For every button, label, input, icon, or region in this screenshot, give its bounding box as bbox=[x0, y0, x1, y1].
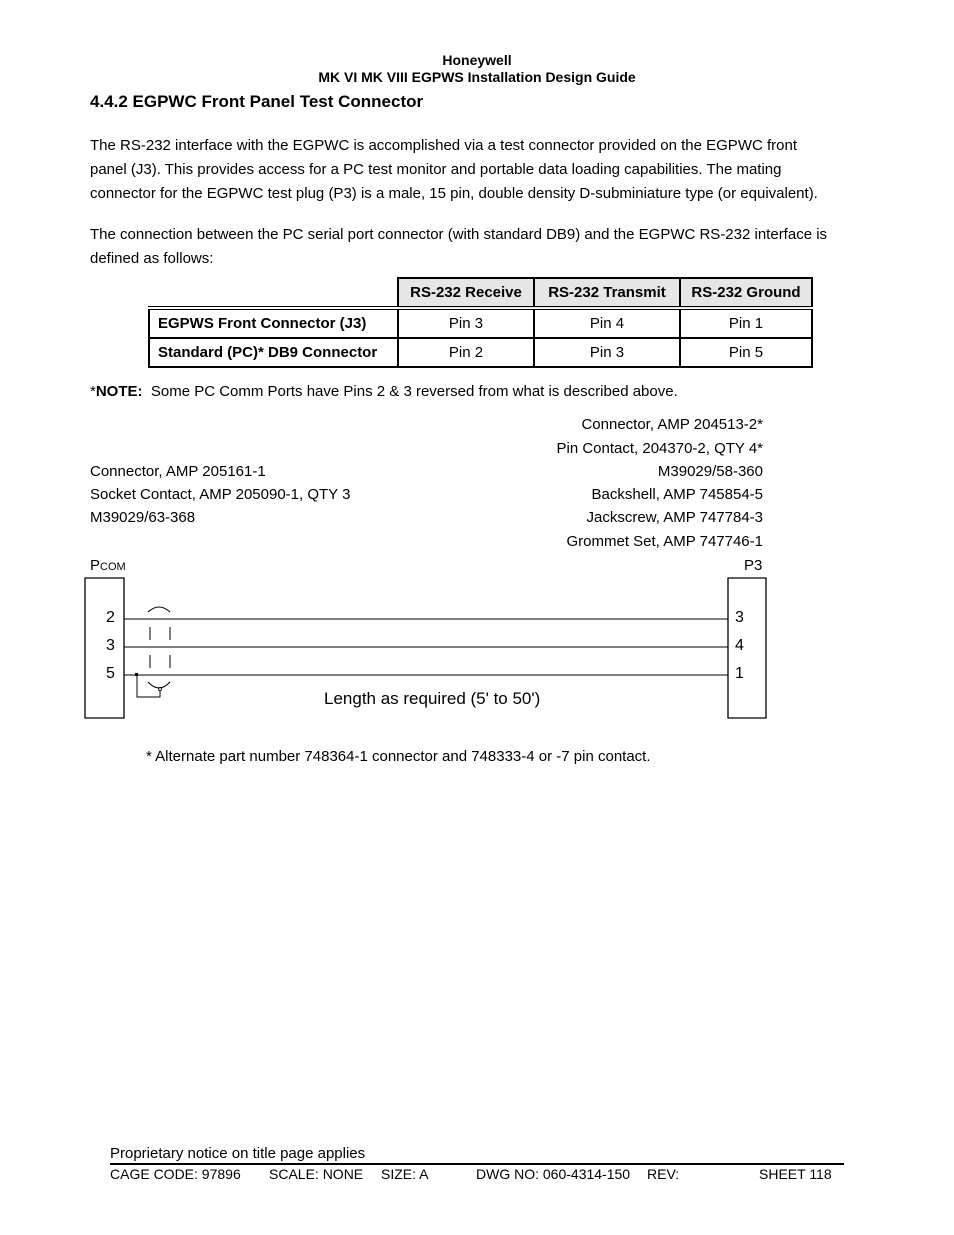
p3-pin-number: 3 bbox=[735, 609, 744, 626]
table-cell: Pin 2 bbox=[398, 338, 534, 367]
footer-sheet: SHEET 118 bbox=[759, 1166, 832, 1182]
part-spec-right: M39029/58-360 bbox=[657, 463, 763, 480]
paragraph-1 bbox=[90, 134, 865, 206]
paragraph-line: connector for the EGPWC test plug (P3) is a male, 15 pin, double density D-subminiature type (or equivalent). bbox=[90, 185, 818, 202]
pcom-label-p: P bbox=[90, 557, 101, 574]
note-prefix: * bbox=[90, 383, 96, 400]
drain-wire bbox=[135, 673, 162, 697]
note-text: Some PC Comm Ports have Pins 2 & 3 reversed from what is described above. bbox=[142, 383, 678, 400]
paragraph-line: panel (J3). This provides access for a PC test monitor and portable data loading capabilities. The mating bbox=[90, 161, 782, 178]
column-header: RS-232 Ground bbox=[680, 278, 812, 308]
p3-pin-number: 4 bbox=[735, 637, 744, 654]
p3-pin-number: 1 bbox=[735, 665, 744, 682]
table-row bbox=[149, 338, 812, 367]
pcom-pin-number: 3 bbox=[106, 637, 115, 654]
footer-cage-code: CAGE CODE: 97896 bbox=[110, 1166, 241, 1182]
header-company: Honeywell bbox=[442, 52, 512, 68]
part-spec-left: Connector, AMP 205161-1 bbox=[90, 463, 266, 480]
part-spec-left: Socket Contact, AMP 205090-1, QTY 3 bbox=[90, 486, 351, 503]
section-title: 4.4.2 EGPWC Front Panel Test Connector bbox=[90, 92, 424, 111]
part-spec-right: Backshell, AMP 745854-5 bbox=[591, 486, 763, 503]
paragraph-line: The RS-232 interface with the EGPWC is accomplished via a test connector provided on the EGPWC front bbox=[90, 137, 797, 154]
table-cell: Pin 5 bbox=[680, 338, 812, 367]
table-cell: Pin 3 bbox=[398, 308, 534, 338]
footer-divider bbox=[110, 1163, 844, 1165]
table-header-row bbox=[149, 278, 812, 308]
pcom-label-com: COM bbox=[100, 561, 126, 573]
table-row bbox=[149, 308, 812, 338]
footer-size: SIZE: A bbox=[381, 1166, 429, 1182]
footer-revision: REV: bbox=[647, 1166, 680, 1182]
pcom-pin-number: 2 bbox=[106, 609, 115, 626]
paragraph-line: defined as follows: bbox=[90, 250, 214, 267]
footnote: * Alternate part number 748364-1 connector and 748333-4 or -7 pin contact. bbox=[146, 748, 651, 765]
cable-length-label: Length as required (5' to 50') bbox=[324, 689, 541, 708]
pin-assignment-table bbox=[148, 277, 813, 368]
note bbox=[90, 383, 678, 400]
pcom-pin-number: 5 bbox=[106, 665, 115, 682]
row-header: Standard (PC)* DB9 Connector bbox=[149, 338, 398, 367]
table-cell: Pin 1 bbox=[680, 308, 812, 338]
paragraph-line: The connection between the PC serial port connector (with standard DB9) and the EGPWC RS-232 interface is bbox=[90, 226, 828, 243]
pcom-connector-body bbox=[85, 578, 124, 718]
table-corner bbox=[149, 278, 398, 308]
p3-connector-body bbox=[728, 578, 766, 718]
footer-scale: SCALE: NONE bbox=[269, 1166, 364, 1182]
part-spec-right: Connector, AMP 204513-2* bbox=[581, 416, 763, 433]
column-header: RS-232 Receive bbox=[398, 278, 534, 308]
part-spec-right: Pin Contact, 204370-2, QTY 4* bbox=[556, 440, 763, 457]
table-cell: Pin 4 bbox=[534, 308, 680, 338]
table-cell: Pin 3 bbox=[534, 338, 680, 367]
header-doc-title: MK VI MK VIII EGPWS Installation Design Guide bbox=[318, 69, 636, 85]
part-spec-left: M39029/63-368 bbox=[90, 509, 196, 526]
row-header: EGPWS Front Connector (J3) bbox=[149, 308, 398, 338]
note-label: NOTE: bbox=[95, 383, 143, 400]
paragraph-2 bbox=[90, 223, 865, 271]
proprietary-notice: Proprietary notice on title page applies bbox=[110, 1145, 366, 1162]
part-spec-right: Jackscrew, AMP 747784-3 bbox=[586, 509, 763, 526]
column-header: RS-232 Transmit bbox=[534, 278, 680, 308]
connector-label-p3: P3 bbox=[744, 557, 763, 574]
part-spec-right: Grommet Set, AMP 747746-1 bbox=[566, 533, 763, 550]
footer-drawing-number: DWG NO: 060-4314-150 bbox=[476, 1166, 631, 1182]
